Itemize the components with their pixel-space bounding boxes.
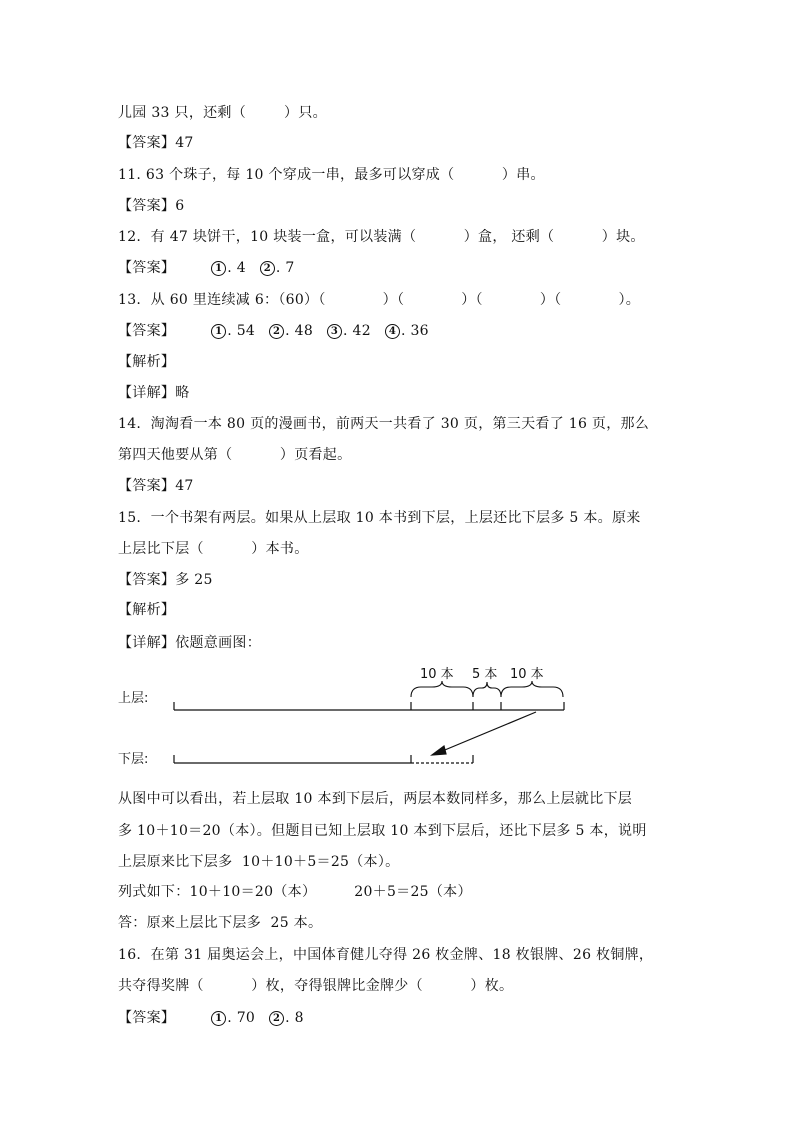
question-14-line2: 第四天他要从第（ ）页看起。 xyxy=(118,447,352,463)
answer-value: 6 xyxy=(175,198,185,214)
question-11: 11. 63 个珠子，每 10 个穿成一串，最多可以穿成（ ）串。 xyxy=(118,167,545,183)
answer-value: 47 xyxy=(175,135,194,151)
answer-value: . 7 xyxy=(275,260,295,276)
question-15-line2: 上层比下层（ ）本书。 xyxy=(118,541,309,557)
circled-number: 2 xyxy=(260,261,275,276)
answer-tag: 【答案】 xyxy=(118,260,176,276)
analysis-line xyxy=(118,352,175,372)
answer-tag: 【答案】 xyxy=(118,198,176,214)
conclusion-line: 答：原来上层比下层多 25 本。 xyxy=(118,915,323,931)
answer-value: . 54 xyxy=(227,323,256,339)
answer-line-q12 xyxy=(118,258,295,278)
question-14-line1: 14. 淘淘看一本 80 页的漫画书，前两天一共看了 30 页，第三天看了 16 页，那么 xyxy=(118,416,650,432)
brace-label-3: 10 本 xyxy=(510,667,544,682)
answer-value: . 8 xyxy=(285,1010,304,1026)
explanation-line3: 上层原来比下层多 10＋10＋5＝25（本）。 xyxy=(118,854,400,870)
answer-tag: 【答案】 xyxy=(118,478,176,494)
question-16-line1: 16. 在第 31 届奥运会上，中国体育健儿夺得 26 枚金牌、18 枚银牌、26 枚铜牌， xyxy=(118,947,654,963)
answer-value: . 48 xyxy=(285,323,314,339)
answer-line xyxy=(118,196,184,216)
detail-value: 依题意画图： xyxy=(175,635,262,651)
answer-value: 多 25 xyxy=(175,572,213,588)
question-15-line1: 15. 一个书架有两层。如果从上层取 10 本书到下层，上层还比下层多 5 本。原来 xyxy=(118,510,641,526)
question-13: 13. 从 60 里连续减 6：（60）（ ）（ ）（ ）（ ）。 xyxy=(118,292,641,308)
answer-value: . 42 xyxy=(343,323,371,339)
answer-tag: 【答案】 xyxy=(118,572,176,588)
q13-answers xyxy=(211,323,429,339)
answer-value: . 70 xyxy=(227,1010,256,1026)
detail-tag: 【详解】 xyxy=(118,385,176,401)
answer-tag: 【答案】 xyxy=(118,1010,176,1026)
text-line: 儿园 33 只，还剩（ ）只。 xyxy=(118,105,327,121)
analysis-line xyxy=(118,600,175,620)
upper-braces xyxy=(411,681,563,697)
circled-number: 1 xyxy=(211,261,226,276)
lower-segment xyxy=(174,755,473,763)
detail-line xyxy=(118,633,261,653)
formula-line: 列式如下：10＋10＝20（本） 20＋5＝25（本） xyxy=(118,884,472,900)
circled-number: 3 xyxy=(327,324,342,339)
upper-segment xyxy=(174,702,564,710)
answer-value: . 36 xyxy=(400,323,429,339)
upper-label: 上层: xyxy=(118,691,149,706)
answer-value: . 4 xyxy=(227,260,246,276)
answer-tag: 【答案】 xyxy=(118,135,176,151)
answer-line xyxy=(118,570,213,590)
circled-number: 2 xyxy=(269,324,284,339)
detail-value: 略 xyxy=(175,385,190,401)
question-16-line2: 共夺得奖牌（ ）枚，夺得银牌比金牌少（ ）枚。 xyxy=(118,978,514,994)
q16-answers xyxy=(211,1010,304,1026)
book-shelf-diagram xyxy=(0,655,794,780)
lower-label: 下层: xyxy=(118,752,149,767)
circled-number: 1 xyxy=(211,324,226,339)
answer-line-q16 xyxy=(118,1008,304,1028)
brace-label-2: 5 本 xyxy=(472,667,498,682)
question-12: 12. 有 47 块饼干，10 块装一盒，可以装满（ ）盒， 还剩（ ）块。 xyxy=(118,229,645,245)
explanation-line1: 从图中可以看出，若上层取 10 本到下层后，两层本数同样多，那么上层就比下层 xyxy=(118,791,633,807)
answer-line xyxy=(118,476,194,496)
explanation-line2: 多 10＋10＝20（本）。但题目已知上层取 10 本到下层后，还比下层多 5 本，说明 xyxy=(118,823,647,839)
q12-answers xyxy=(211,260,294,276)
circled-number: 2 xyxy=(269,1011,284,1026)
transfer-arrow xyxy=(432,712,536,755)
circled-number: 4 xyxy=(385,324,400,339)
answer-tag: 【答案】 xyxy=(118,323,176,339)
brace-label-1: 10 本 xyxy=(420,667,454,682)
analysis-tag: 【解析】 xyxy=(118,354,176,370)
answer-value: 47 xyxy=(175,478,194,494)
answer-line xyxy=(118,133,194,153)
circled-number: 1 xyxy=(211,1011,226,1026)
detail-line xyxy=(118,383,190,403)
detail-tag: 【详解】 xyxy=(118,635,176,651)
answer-line-q13 xyxy=(118,321,429,341)
analysis-tag: 【解析】 xyxy=(118,602,176,618)
